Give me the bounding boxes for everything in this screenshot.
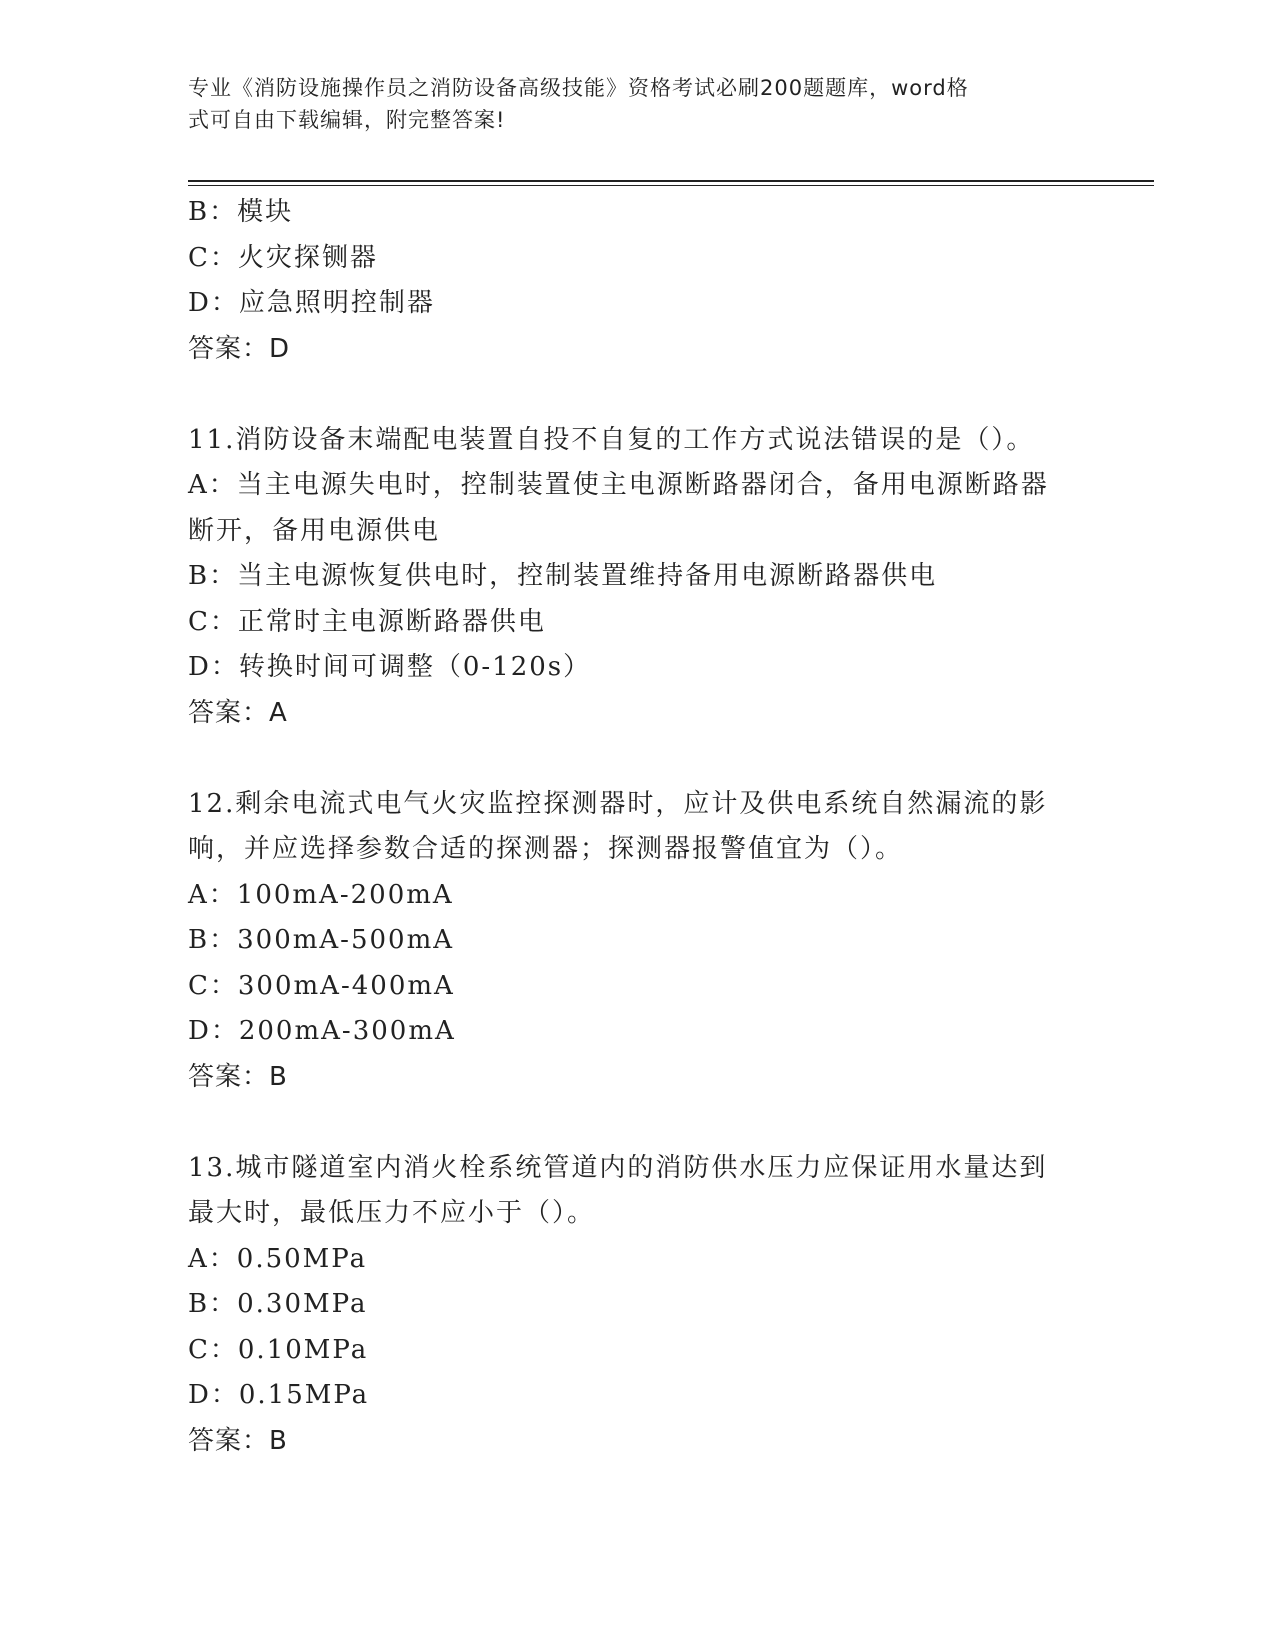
header-line-1: 专业《消防设施操作员之消防设备高级技能》资格考试必刷200题题库，word格 [188, 76, 969, 100]
q12-stem-line-2: 响，并应选择参数合适的探测器；探测器报警值宜为（）。 [188, 834, 904, 864]
q13-answer: 答案：B [188, 1425, 288, 1456]
q13-stem-line-2: 最大时，最低压力不应小于（）。 [188, 1198, 596, 1228]
q12-option-d: D：200mA-300mA [188, 1016, 456, 1046]
q10-option-c: C：火灾探铡器 [188, 242, 378, 273]
q12-stem-line-1: 12.剩余电流式电气火灾监控探测器时，应计及供电系统自然漏流的影 [188, 788, 1048, 819]
q12-option-b: B：300mA-500mA [188, 925, 455, 955]
q13-stem-line-1: 13.城市隧道室内消火栓系统管道内的消防供水压力应保证用水量达到 [188, 1152, 1048, 1183]
q11-option-d: D：转换时间可调整（0-120s） [188, 652, 592, 682]
question-13 [188, 1146, 1088, 1465]
question-12 [188, 782, 1088, 1101]
q11-option-a-line-2: 断开，备用电源供电 [188, 515, 441, 546]
question-list [188, 190, 1088, 1464]
q10-option-b: B：模块 [188, 197, 294, 227]
question-11 [188, 418, 1088, 737]
header-divider-thin [188, 185, 1154, 186]
q10-option-d: D：应急照明控制器 [188, 288, 435, 318]
q12-option-a: A：100mA-200mA [188, 879, 454, 910]
header-divider-thick [188, 180, 1154, 182]
question-10-tail [188, 190, 1088, 372]
q13-option-c: C：0.10MPa [188, 1334, 369, 1365]
header-line-2: 式可自由下载编辑，附完整答案! [188, 108, 506, 132]
q10-answer: 答案：D [188, 333, 291, 364]
q13-option-d: D：0.15MPa [188, 1380, 370, 1410]
q12-answer: 答案：B [188, 1061, 288, 1092]
q11-option-a-line-1: A：当主电源失电时，控制装置使主电源断路器闭合，备用电源断路器 [188, 470, 1049, 500]
q11-stem: 11.消防设备末端配电装置自投不自复的工作方式说法错误的是（）。 [188, 424, 1035, 455]
q13-option-b: B：0.30MPa [188, 1289, 368, 1319]
q13-option-a: A：0.50MPa [188, 1243, 368, 1274]
q12-option-c: C：300mA-400mA [188, 970, 455, 1001]
q11-option-b: B：当主电源恢复供电时，控制装置维持备用电源断路器供电 [188, 561, 938, 591]
document-header [188, 72, 1068, 136]
q11-option-c: C：正常时主电源断路器供电 [188, 606, 546, 637]
q11-answer: 答案：A [188, 697, 288, 728]
